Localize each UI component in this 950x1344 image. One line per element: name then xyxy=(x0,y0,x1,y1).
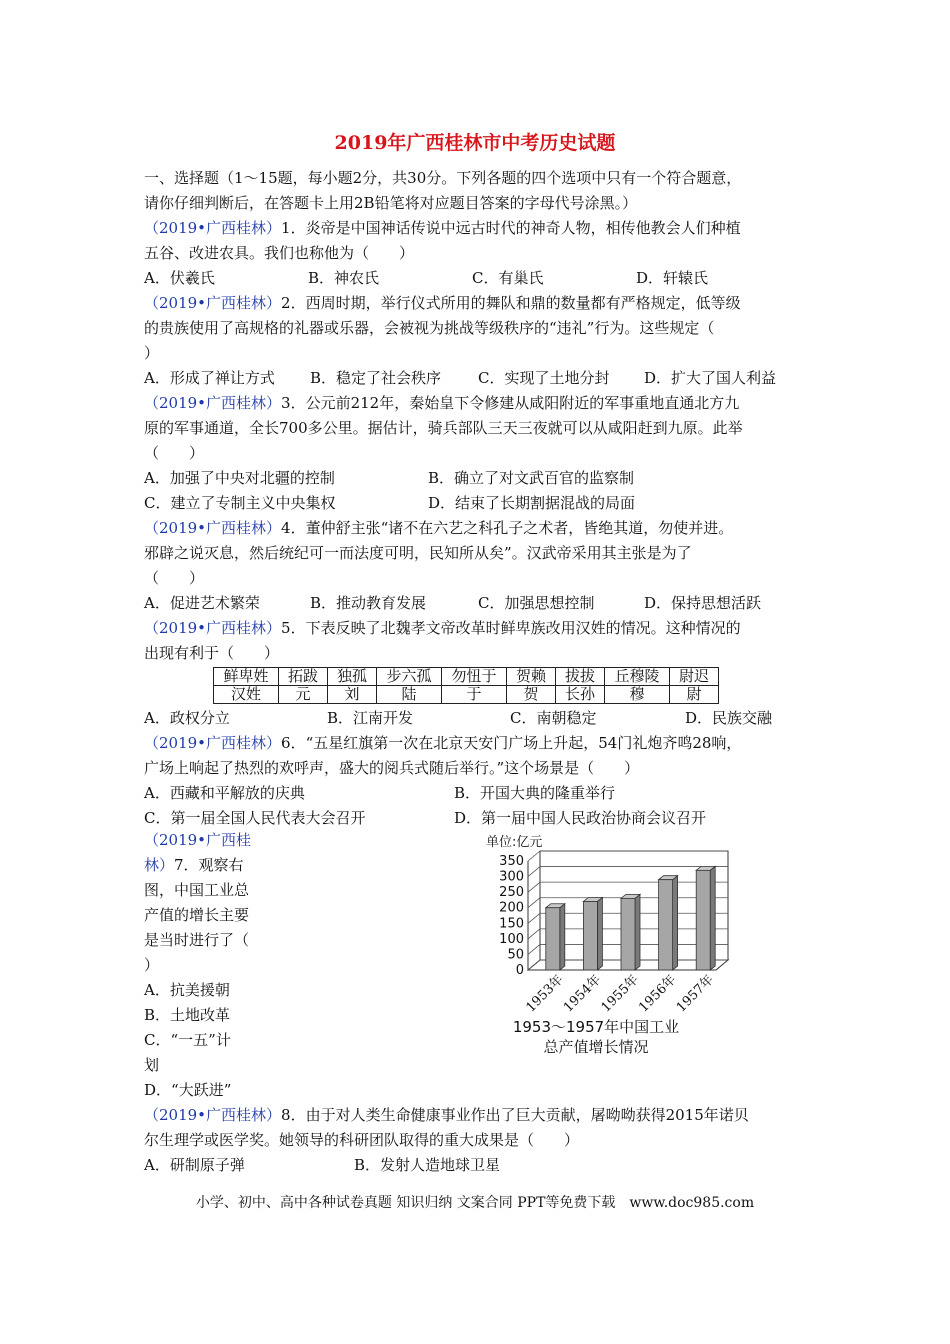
y-tick-label: 50 xyxy=(507,947,524,963)
gridline-diagonal xyxy=(528,867,540,877)
table-cell: 尉 xyxy=(670,686,719,704)
table-cell: 步六孤 xyxy=(377,668,442,686)
question-7-stem-cont: 图，中国工业总 xyxy=(144,881,250,899)
surname-table xyxy=(213,667,719,704)
source-tag: （2019•广西桂林） xyxy=(144,734,282,752)
question-2-text: 2．西周时期，举行仪式所用的舞队和鼎的数量都有严格规定，低等级 xyxy=(281,294,741,312)
question-2-stem-cont: 的贵族使用了高规格的礼器或乐器，会被视为挑战等级秩序的“违礼”行为。这些规定（ xyxy=(144,319,715,337)
x-tick-label: 1954年 xyxy=(561,972,605,1016)
question-5-text: 5．下表反映了北魏孝文帝改革时鲜卑族改用汉姓的情况。这种情况的 xyxy=(281,619,741,637)
question-1-text: 1．炎帝是中国神话传说中远古时代的神奇人物，相传他教会人们种植 xyxy=(281,219,741,237)
bar-side xyxy=(635,894,640,970)
question-3-options-row-2 xyxy=(144,491,808,516)
x-tick-label: 1953年 xyxy=(523,972,567,1016)
table-cell: 鲜卑姓 xyxy=(214,668,279,686)
y-tick-label: 0 xyxy=(515,963,524,978)
option-d[interactable]: D．保持思想活跃 xyxy=(644,594,762,612)
question-5-stem xyxy=(144,616,808,641)
option-c[interactable]: C．实现了土地分封 xyxy=(478,369,610,387)
option-c[interactable]: C．南朝稳定 xyxy=(510,709,597,727)
source-tag: （2019•广西桂 xyxy=(144,831,252,849)
table-cell: 贺 xyxy=(507,686,556,704)
question-6-stem xyxy=(144,731,808,756)
bar-side xyxy=(560,904,565,970)
x-tick-label: 1957年 xyxy=(673,972,718,1016)
x-tick-label: 1956年 xyxy=(636,972,680,1016)
option-a[interactable]: A．伏羲氏 xyxy=(144,269,215,287)
option-a[interactable]: A．加强了中央对北疆的控制 xyxy=(144,469,335,487)
question-5-stem-cont: 出现有利于（ ） xyxy=(144,644,280,662)
instructions-line-2: 请你仔细判断后，在答题卡上用2B铅笔将对应题目答案的字母代号涂黑。） xyxy=(144,194,638,212)
gridline-diagonal xyxy=(528,929,540,939)
question-6-text: 6．“五星红旗第一次在北京天安门广场上升起，54门礼炮齐鸣28响， xyxy=(281,734,742,752)
bar xyxy=(621,898,635,970)
source-tag: （2019•广西桂林） xyxy=(144,1106,282,1124)
x-tick-label: 1955年 xyxy=(598,972,642,1016)
option-b[interactable]: B．江南开发 xyxy=(327,709,414,727)
option-b[interactable]: B．推动教育发展 xyxy=(310,594,427,612)
question-3-text: 3．公元前212年，秦始皇下令修建从咸阳附近的军事重地直通北方九 xyxy=(281,394,740,412)
question-4-options xyxy=(144,591,808,616)
bar xyxy=(546,908,560,970)
option-b[interactable]: B．稳定了社会秩序 xyxy=(310,369,442,387)
option-b[interactable]: B．土地改革 xyxy=(144,1006,231,1024)
table-cell: 陆 xyxy=(377,686,442,704)
gridline-diagonal xyxy=(528,882,540,892)
question-5-options xyxy=(144,706,808,731)
instructions-line-1: 一、选择题（1～15题，每小题2分，共30分。下列各题的四个选项中只有一个符合题意， xyxy=(144,169,742,187)
question-7-text: 7．观察右 xyxy=(174,856,244,874)
gridline-diagonal xyxy=(528,898,540,908)
table-cell: 汉姓 xyxy=(214,686,279,704)
option-c-cont: 划 xyxy=(144,1056,160,1074)
y-tick-label: 350 xyxy=(499,854,524,869)
option-b[interactable]: B．神农氏 xyxy=(308,269,380,287)
option-c[interactable]: C．建立了专制主义中央集权 xyxy=(144,494,336,512)
question-2-options xyxy=(144,366,808,391)
table-cell: 穆 xyxy=(605,686,670,704)
option-b[interactable]: B．确立了对文武百官的监察制 xyxy=(428,469,635,487)
question-4-stem-cont: 邪辟之说灭息，然后统纪可一而法度可明，民知所从矣”。汉武帝采用其主张是为了 xyxy=(144,544,692,562)
table-cell: 刘 xyxy=(328,686,377,704)
option-d[interactable]: D．民族交融 xyxy=(685,709,773,727)
y-tick-label: 150 xyxy=(499,916,524,932)
table-cell: 独孤 xyxy=(328,668,377,686)
unit-label: 单位:亿元 xyxy=(486,835,543,850)
option-b[interactable]: B．开国大典的隆重举行 xyxy=(454,784,616,802)
option-a[interactable]: A．西藏和平解放的庆典 xyxy=(144,784,305,802)
question-2-stem-cont: ） xyxy=(144,344,160,362)
source-tag: （2019•广西桂林） xyxy=(144,519,282,537)
y-tick-label: 250 xyxy=(499,885,524,901)
question-1-stem-cont: 五谷、改进农具。我们也称他为（ ） xyxy=(144,244,415,262)
y-tick-label: 100 xyxy=(499,931,524,947)
option-d[interactable]: D．轩辕氏 xyxy=(636,269,709,287)
question-8-stem-cont: 尔生理学或医学奖。她领导的科研团队取得的重大成果是（ ） xyxy=(144,1131,580,1149)
option-a[interactable]: A．政权分立 xyxy=(144,709,230,727)
gridline-diagonal xyxy=(528,944,540,954)
question-6-options-row-1 xyxy=(144,781,808,806)
question-6-stem-cont: 广场上响起了热烈的欢呼声，盛大的阅兵式随后举行。”这个场景是（ ） xyxy=(144,759,640,777)
question-4-stem xyxy=(144,516,808,541)
page-footer: 小学、初中、高中各种试卷真题 知识归纳 文案合同 PPT等免费下载 www.doc985.com xyxy=(195,1195,755,1211)
option-a[interactable]: A．研制原子弹 xyxy=(144,1156,245,1174)
option-d[interactable]: D．第一届中国人民政治协商会议召开 xyxy=(454,809,707,827)
bar xyxy=(583,901,597,970)
industrial-output-chart xyxy=(478,828,738,1068)
question-7-stem-cont: ） xyxy=(144,956,160,974)
y-tick-label: 300 xyxy=(499,869,524,885)
question-4-text: 4．董仲舒主张“诸不在六艺之科孔子之术者，皆绝其道，勿使并进。 xyxy=(281,519,734,537)
question-3-stem-cont: 原的军事通道，全长700多公里。据估计，骑兵部队三天三夜就可以从咸阳赶到九原。此举 xyxy=(144,419,743,437)
bar xyxy=(696,870,710,970)
question-3-stem-cont: （ ） xyxy=(144,444,205,462)
table-cell: 拔拔 xyxy=(556,668,605,686)
question-7-stem xyxy=(144,853,269,878)
question-8 xyxy=(144,1103,808,1178)
source-tag: （2019•广西桂林） xyxy=(144,619,282,637)
question-7-stem-cont: 是当时进行了（ xyxy=(144,931,250,949)
table-row xyxy=(214,686,719,704)
question-3-stem xyxy=(144,391,808,416)
table-cell: 长孙 xyxy=(556,686,605,704)
question-2-stem xyxy=(144,291,808,316)
chart-caption: 1953～1957年中国工业 xyxy=(512,1018,680,1036)
question-1-options xyxy=(144,266,808,291)
y-tick-label: 200 xyxy=(499,900,524,916)
table-cell: 勿忸于 xyxy=(442,668,507,686)
source-tag-cont: 林） xyxy=(144,856,175,874)
question-8-text: 8．由于对人类生命健康事业作出了巨大贡献，屠呦呦获得2015年诺贝 xyxy=(281,1106,749,1124)
option-a[interactable]: A．促进艺术繁荣 xyxy=(144,594,260,612)
option-a[interactable]: A．抗美援朝 xyxy=(144,981,230,999)
question-list xyxy=(144,166,808,831)
option-c[interactable]: C．加强思想控制 xyxy=(478,594,595,612)
gridline-diagonal xyxy=(528,851,540,861)
option-c[interactable]: C．“一五”计 xyxy=(144,1031,231,1049)
table-cell: 于 xyxy=(442,686,507,704)
option-a[interactable]: A．形成了禅让方式 xyxy=(144,369,275,387)
bar xyxy=(659,880,673,970)
bar-side xyxy=(673,876,678,970)
option-b[interactable]: B．发射人造地球卫星 xyxy=(354,1156,501,1174)
table-row xyxy=(214,668,719,686)
question-8-stem xyxy=(144,1103,808,1128)
question-1-stem xyxy=(144,216,808,241)
question-8-options xyxy=(144,1153,808,1178)
gridline-diagonal xyxy=(528,913,540,923)
table-cell: 贺赖 xyxy=(507,668,556,686)
option-d[interactable]: D．“大跃进” xyxy=(144,1081,232,1099)
page-title: 2019年广西桂林市中考历史试题 xyxy=(334,132,616,154)
option-d[interactable]: D．结束了长期割据混战的局面 xyxy=(428,494,636,512)
table-cell: 元 xyxy=(279,686,328,704)
bar-side xyxy=(597,897,602,970)
option-d[interactable]: D．扩大了国人利益 xyxy=(644,369,777,387)
table-cell: 丘穆陵 xyxy=(605,668,670,686)
question-3-options-row-1 xyxy=(144,466,808,491)
question-7 xyxy=(144,828,269,1103)
bar-side xyxy=(710,866,715,970)
question-4-stem-cont: （ ） xyxy=(144,569,205,587)
source-tag: （2019•广西桂林） xyxy=(144,294,282,312)
option-c[interactable]: C．有巢氏 xyxy=(472,269,544,287)
table-cell: 尉迟 xyxy=(670,668,719,686)
source-tag: （2019•广西桂林） xyxy=(144,394,282,412)
chart-caption: 总产值增长情况 xyxy=(543,1038,649,1056)
question-7-stem-cont: 产值的增长主要 xyxy=(144,906,250,924)
source-tag: （2019•广西桂林） xyxy=(144,219,282,237)
option-c[interactable]: C．第一届全国人民代表大会召开 xyxy=(144,809,366,827)
table-cell: 拓跋 xyxy=(279,668,328,686)
